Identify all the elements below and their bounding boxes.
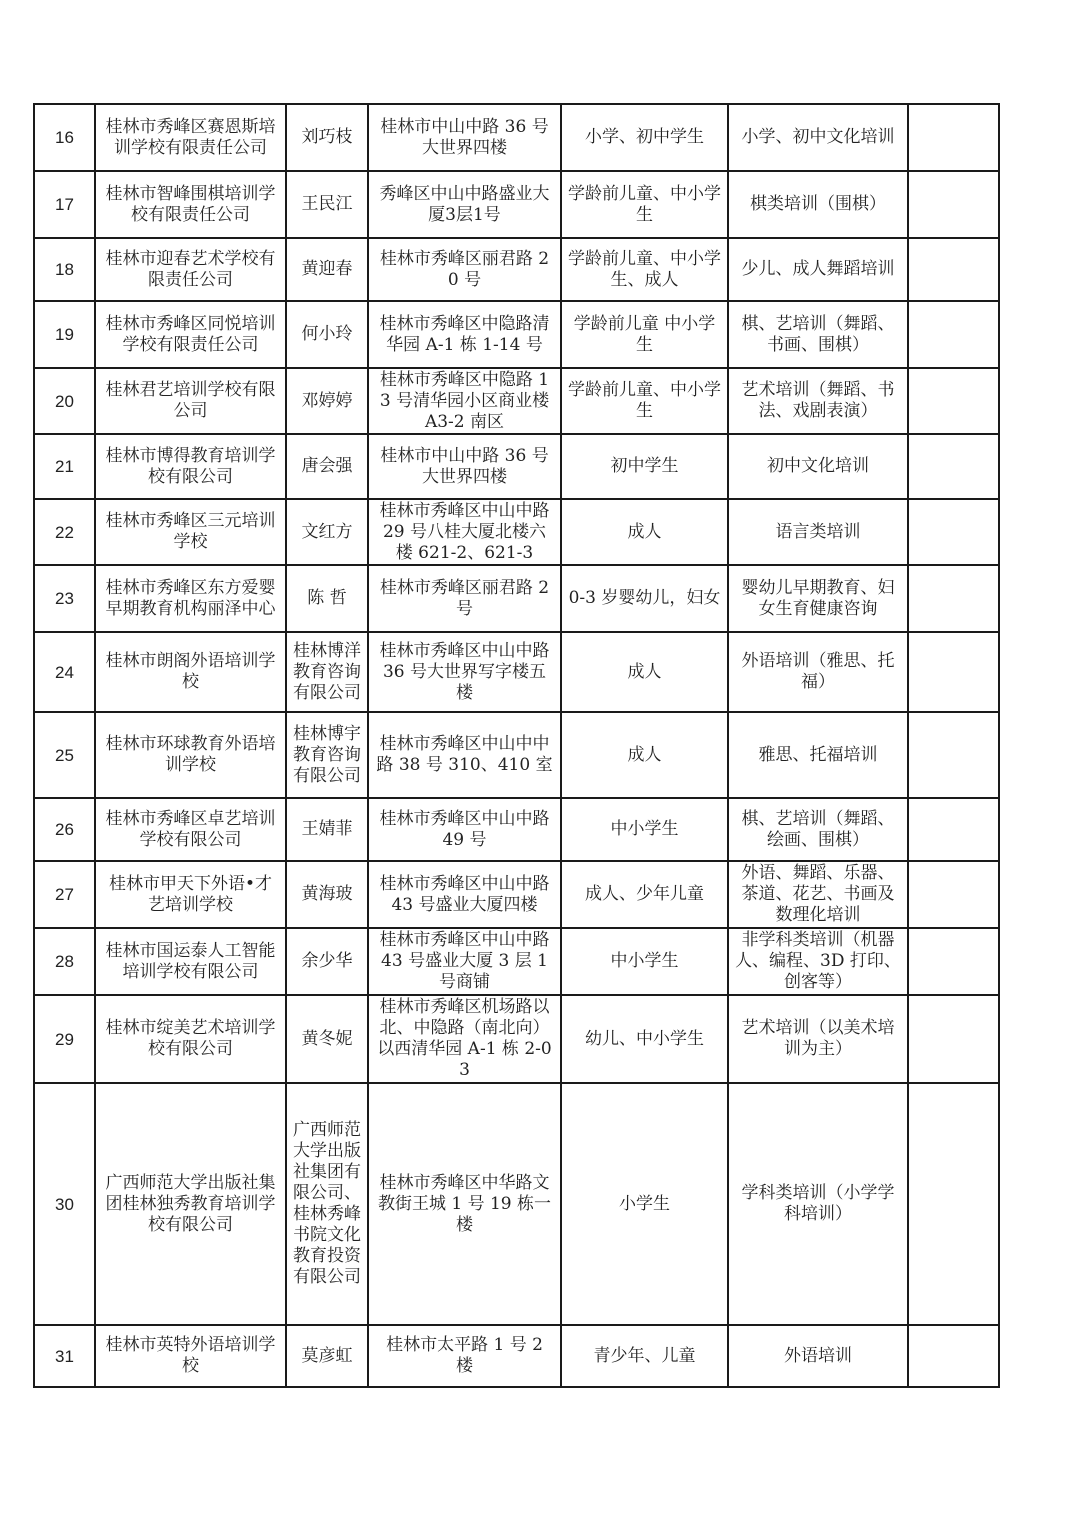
school-address: 桂林市秀峰区机场路以北、中隐路（南北向）以西清华园 A-1 栋 2-03: [368, 995, 561, 1083]
target-students: 初中学生: [561, 434, 728, 499]
school-name: 桂林市环球教育外语培训学校: [95, 712, 286, 798]
training-school-table: [33, 103, 1000, 1388]
remark-cell: [908, 499, 999, 565]
table-row: [34, 995, 999, 1083]
remark-cell: [908, 565, 999, 632]
training-scope: 婴幼儿早期教育、妇女生育健康咨询: [728, 565, 908, 632]
school-name: 桂林市迎春艺术学校有限责任公司: [95, 238, 286, 301]
remark-cell: [908, 798, 999, 861]
row-number: 28: [34, 928, 95, 995]
target-students: 学龄前儿童、中小学生: [561, 171, 728, 238]
table-row: [34, 798, 999, 861]
school-name: 桂林市朗阁外语培训学校: [95, 632, 286, 712]
legal-representative: 何小玲: [286, 301, 368, 368]
table-body: [34, 104, 999, 1387]
row-number: 31: [34, 1325, 95, 1387]
legal-representative: 桂林博宇教育咨询有限公司: [286, 712, 368, 798]
table-row: [34, 301, 999, 368]
table-row: [34, 632, 999, 712]
training-scope: 雅思、托福培训: [728, 712, 908, 798]
school-address: 桂林市太平路 1 号 2 楼: [368, 1325, 561, 1387]
school-name: 桂林市秀峰区卓艺培训学校有限公司: [95, 798, 286, 861]
remark-cell: [908, 434, 999, 499]
remark-cell: [908, 368, 999, 434]
school-name: 桂林市秀峰区东方爱婴早期教育机构丽泽中心: [95, 565, 286, 632]
table-row: [34, 104, 999, 171]
row-number: 22: [34, 499, 95, 565]
training-scope: 语言类培训: [728, 499, 908, 565]
training-scope: 少儿、成人舞蹈培训: [728, 238, 908, 301]
target-students: 中小学生: [561, 798, 728, 861]
school-address: 桂林市秀峰区中隐路 13 号清华园小区商业楼 A3-2 南区: [368, 368, 561, 434]
school-address: 桂林市秀峰区中山中路 49 号: [368, 798, 561, 861]
table-row: [34, 368, 999, 434]
legal-representative: 黄迎春: [286, 238, 368, 301]
school-name: 桂林市甲天下外语•才艺培训学校: [95, 861, 286, 928]
school-name: 桂林市国运泰人工智能培训学校有限公司: [95, 928, 286, 995]
table-row: [34, 171, 999, 238]
target-students: 学龄前儿童 中小学生: [561, 301, 728, 368]
training-scope: 棋类培训（围棋）: [728, 171, 908, 238]
legal-representative: 唐会强: [286, 434, 368, 499]
target-students: 0-3 岁婴幼儿，妇女: [561, 565, 728, 632]
training-scope: 棋、艺培训（舞蹈、绘画、围棋）: [728, 798, 908, 861]
school-address: 桂林市秀峰区中山中路 29 号八桂大厦北楼六楼 621-2、621-3: [368, 499, 561, 565]
remark-cell: [908, 995, 999, 1083]
legal-representative: 文红方: [286, 499, 368, 565]
row-number: 18: [34, 238, 95, 301]
target-students: 成人: [561, 712, 728, 798]
school-name: 桂林市秀峰区三元培训学校: [95, 499, 286, 565]
school-address: 桂林市秀峰区丽君路 2 号: [368, 565, 561, 632]
school-address: 桂林市秀峰区中山中路 43 号盛业大厦四楼: [368, 861, 561, 928]
legal-representative: 王民江: [286, 171, 368, 238]
training-scope: 非学科类培训（机器人、编程、3D 打印、创客等）: [728, 928, 908, 995]
row-number: 20: [34, 368, 95, 434]
target-students: 成人、少年儿童: [561, 861, 728, 928]
row-number: 27: [34, 861, 95, 928]
remark-cell: [908, 632, 999, 712]
row-number: 26: [34, 798, 95, 861]
training-scope: 初中文化培训: [728, 434, 908, 499]
target-students: 学龄前儿童、中小学生: [561, 368, 728, 434]
table-row: [34, 434, 999, 499]
school-name: 桂林市英特外语培训学校: [95, 1325, 286, 1387]
school-name: 桂林君艺培训学校有限公司: [95, 368, 286, 434]
training-scope: 小学、初中文化培训: [728, 104, 908, 171]
school-name: 桂林市秀峰区同悦培训学校有限责任公司: [95, 301, 286, 368]
legal-representative: 余少华: [286, 928, 368, 995]
target-students: 青少年、儿童: [561, 1325, 728, 1387]
table-row: [34, 238, 999, 301]
remark-cell: [908, 301, 999, 368]
training-scope: 外语培训: [728, 1325, 908, 1387]
target-students: 小学、初中学生: [561, 104, 728, 171]
legal-representative: 广西师范大学出版社集团有限公司、桂林秀峰书院文化教育投资有限公司: [286, 1083, 368, 1325]
school-address: 桂林市秀峰区中山中中路 38 号 310、410 室: [368, 712, 561, 798]
school-address: 桂林市中山中路 36 号大世界四楼: [368, 104, 561, 171]
row-number: 23: [34, 565, 95, 632]
target-students: 幼儿、中小学生: [561, 995, 728, 1083]
remark-cell: [908, 1325, 999, 1387]
school-name: 桂林市绽美艺术培训学校有限公司: [95, 995, 286, 1083]
row-number: 25: [34, 712, 95, 798]
legal-representative: 邓婷婷: [286, 368, 368, 434]
remark-cell: [908, 928, 999, 995]
legal-representative: 黄海玻: [286, 861, 368, 928]
school-address: 桂林市秀峰区中山中路 36 号大世界写字楼五楼: [368, 632, 561, 712]
row-number: 24: [34, 632, 95, 712]
table-row: [34, 712, 999, 798]
legal-representative: 王婧菲: [286, 798, 368, 861]
training-scope: 外语培训（雅思、托福）: [728, 632, 908, 712]
target-students: 学龄前儿童、中小学生、成人: [561, 238, 728, 301]
school-address: 桂林市秀峰区中华路文教街王城 1 号 19 栋一楼: [368, 1083, 561, 1325]
legal-representative: 桂林博洋教育咨询有限公司: [286, 632, 368, 712]
legal-representative: 刘巧枝: [286, 104, 368, 171]
training-scope: 外语、舞蹈、乐器、茶道、花艺、书画及数理化培训: [728, 861, 908, 928]
row-number: 21: [34, 434, 95, 499]
training-scope: 棋、艺培训（舞蹈、书画、围棋）: [728, 301, 908, 368]
school-address: 桂林市秀峰区丽君路 20 号: [368, 238, 561, 301]
remark-cell: [908, 104, 999, 171]
school-address: 桂林市秀峰区中隐路清华园 A-1 栋 1-14 号: [368, 301, 561, 368]
row-number: 30: [34, 1083, 95, 1325]
target-students: 成人: [561, 632, 728, 712]
target-students: 小学生: [561, 1083, 728, 1325]
row-number: 29: [34, 995, 95, 1083]
remark-cell: [908, 712, 999, 798]
training-scope: 艺术培训（以美术培训为主）: [728, 995, 908, 1083]
table-row: [34, 565, 999, 632]
legal-representative: 莫彦虹: [286, 1325, 368, 1387]
remark-cell: [908, 861, 999, 928]
row-number: 19: [34, 301, 95, 368]
table-row: [34, 861, 999, 928]
school-address: 桂林市秀峰区中山中路 43 号盛业大厦 3 层 1 号商铺: [368, 928, 561, 995]
training-scope: 学科类培训（小学学科培训）: [728, 1083, 908, 1325]
training-scope: 艺术培训（舞蹈、书法、戏剧表演）: [728, 368, 908, 434]
school-name: 桂林市智峰围棋培训学校有限责任公司: [95, 171, 286, 238]
remark-cell: [908, 171, 999, 238]
school-address: 秀峰区中山中路盛业大厦3层1号: [368, 171, 561, 238]
target-students: 中小学生: [561, 928, 728, 995]
row-number: 16: [34, 104, 95, 171]
table-row: [34, 499, 999, 565]
legal-representative: 陈 哲: [286, 565, 368, 632]
table-row: [34, 928, 999, 995]
table-row: [34, 1325, 999, 1387]
school-name: 广西师范大学出版社集团桂林独秀教育培训学校有限公司: [95, 1083, 286, 1325]
table-row: [34, 1083, 999, 1325]
remark-cell: [908, 238, 999, 301]
school-name: 桂林市秀峰区赛恩斯培训学校有限责任公司: [95, 104, 286, 171]
school-address: 桂林市中山中路 36 号大世界四楼: [368, 434, 561, 499]
target-students: 成人: [561, 499, 728, 565]
row-number: 17: [34, 171, 95, 238]
remark-cell: [908, 1083, 999, 1325]
school-name: 桂林市博得教育培训学校有限公司: [95, 434, 286, 499]
legal-representative: 黄冬妮: [286, 995, 368, 1083]
